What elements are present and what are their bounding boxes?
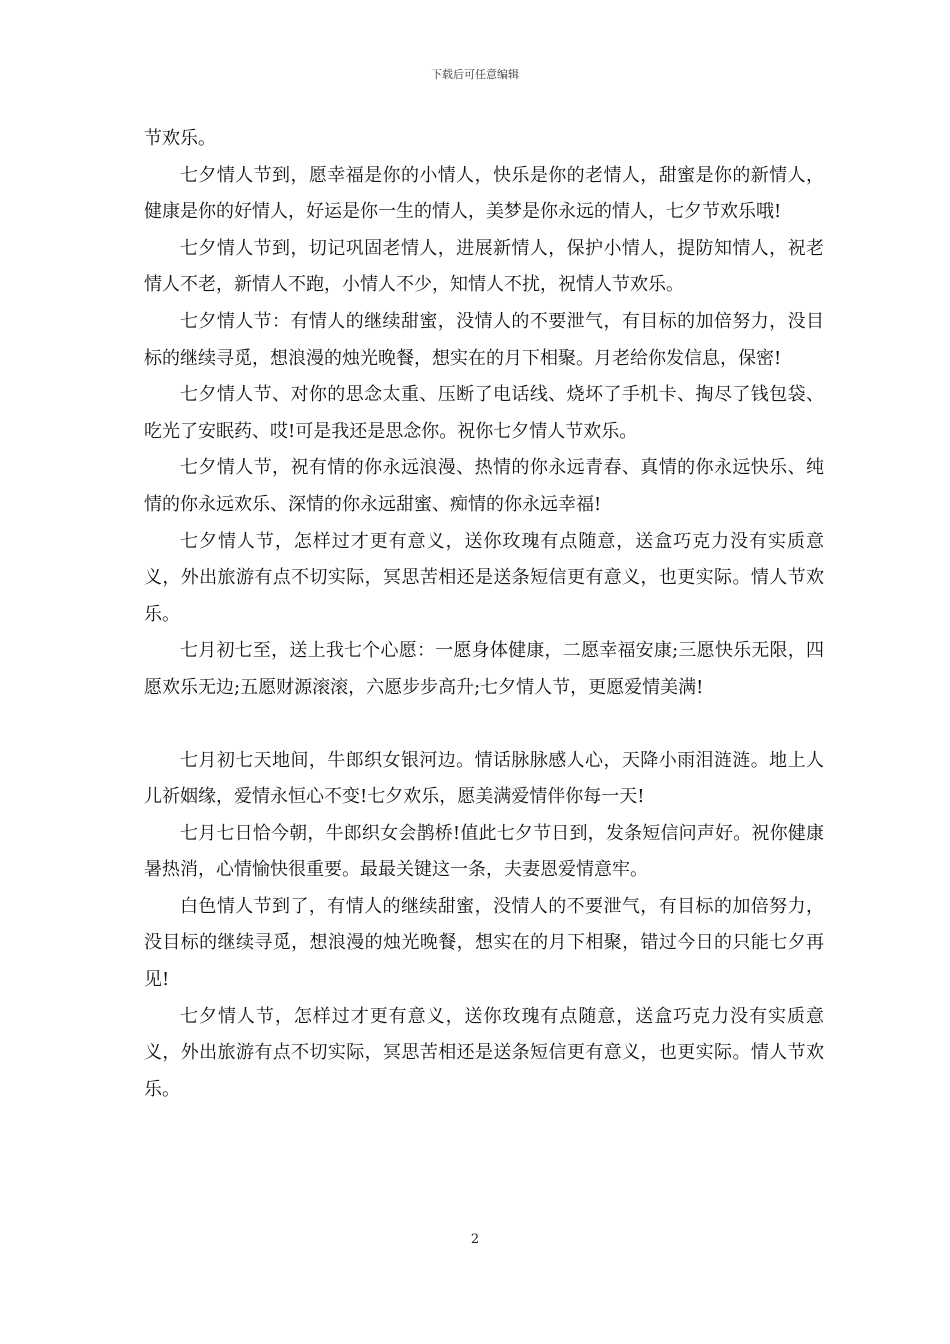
paragraph: 七夕情人节，怎样过才更有意义，送你玫瑰有点随意，送盒巧克力没有实质意义，外出旅游有点不切实际，冥思苦相还是送条短信更有意义，也更实际。情人节欢乐。	[144, 1005, 824, 1100]
page-header	[0, 68, 950, 82]
header-text: 下载后可任意编辑	[431, 68, 519, 81]
paragraph: 七月七日恰今朝，牛郎织女会鹊桥!值此七夕节日到，发条短信问声好。祝你健康暑热消，心情愉快很重要。最最关键这一条，夫妻恩爱情意牢。	[144, 822, 824, 881]
paragraph: 七夕情人节到，切记巩固老情人，进展新情人，保护小情人，提防知情人，祝老情人不老，新情人不跑，小情人不少，知情人不扰，祝情人节欢乐。	[144, 237, 824, 296]
document-body	[144, 121, 824, 1108]
paragraph: 七月初七至，送上我七个心愿：一愿身体健康，二愿幸福安康;三愿快乐无限，四愿欢乐无边;五愿财源滚滚，六愿步步高升;七夕情人节，更愿爱情美满!	[144, 640, 824, 698]
paragraph: 七夕情人节到，愿幸福是你的小情人，快乐是你的老情人，甜蜜是你的新情人，健康是你的好情人，好运是你一生的情人，美梦是你永远的情人，七夕节欢乐哦!	[144, 164, 824, 223]
page-number: 2	[470, 1232, 480, 1247]
paragraph: 七夕情人节，怎样过才更有意义，送你玫瑰有点随意，送盒巧克力没有实质意义，外出旅游有点不切实际，冥思苦相还是送条短信更有意义，也更实际。情人节欢乐。	[144, 530, 824, 625]
paragraph: 七夕情人节、对你的思念太重、压断了电话线、烧坏了手机卡、掏尽了钱包袋、吃光了安眠药、哎!可是我还是思念你。祝你七夕情人节欢乐。	[144, 384, 824, 442]
paragraph: 白色情人节到了，有情人的继续甜蜜，没情人的不要泄气，有目标的加倍努力，没目标的继续寻觅，想浪漫的烛光晚餐，想实在的月下相聚，错过今日的只能七夕再见!	[144, 895, 824, 991]
paragraph: 七夕情人节，祝有情的你永远浪漫、热情的你永远青春、真情的你永远快乐、纯情的你永远欢乐、深情的你永远甜蜜、痴情的你永远幸福!	[144, 457, 824, 515]
paragraph: 七月初七天地间，牛郎织女银河边。情话脉脉感人心，天降小雨泪涟涟。地上人儿祈姻缘，爱情永恒心不变!七夕欢乐，愿美满爱情伴你每一天!	[144, 749, 824, 808]
paragraph-continuation: 节欢乐。	[144, 128, 216, 149]
paragraph: 七夕情人节：有情人的继续甜蜜，没情人的不要泄气，有目标的加倍努力，没目标的继续寻觅，想浪漫的烛光晚餐，想实在的月下相聚。月老给你发信息，保密!	[144, 310, 824, 369]
